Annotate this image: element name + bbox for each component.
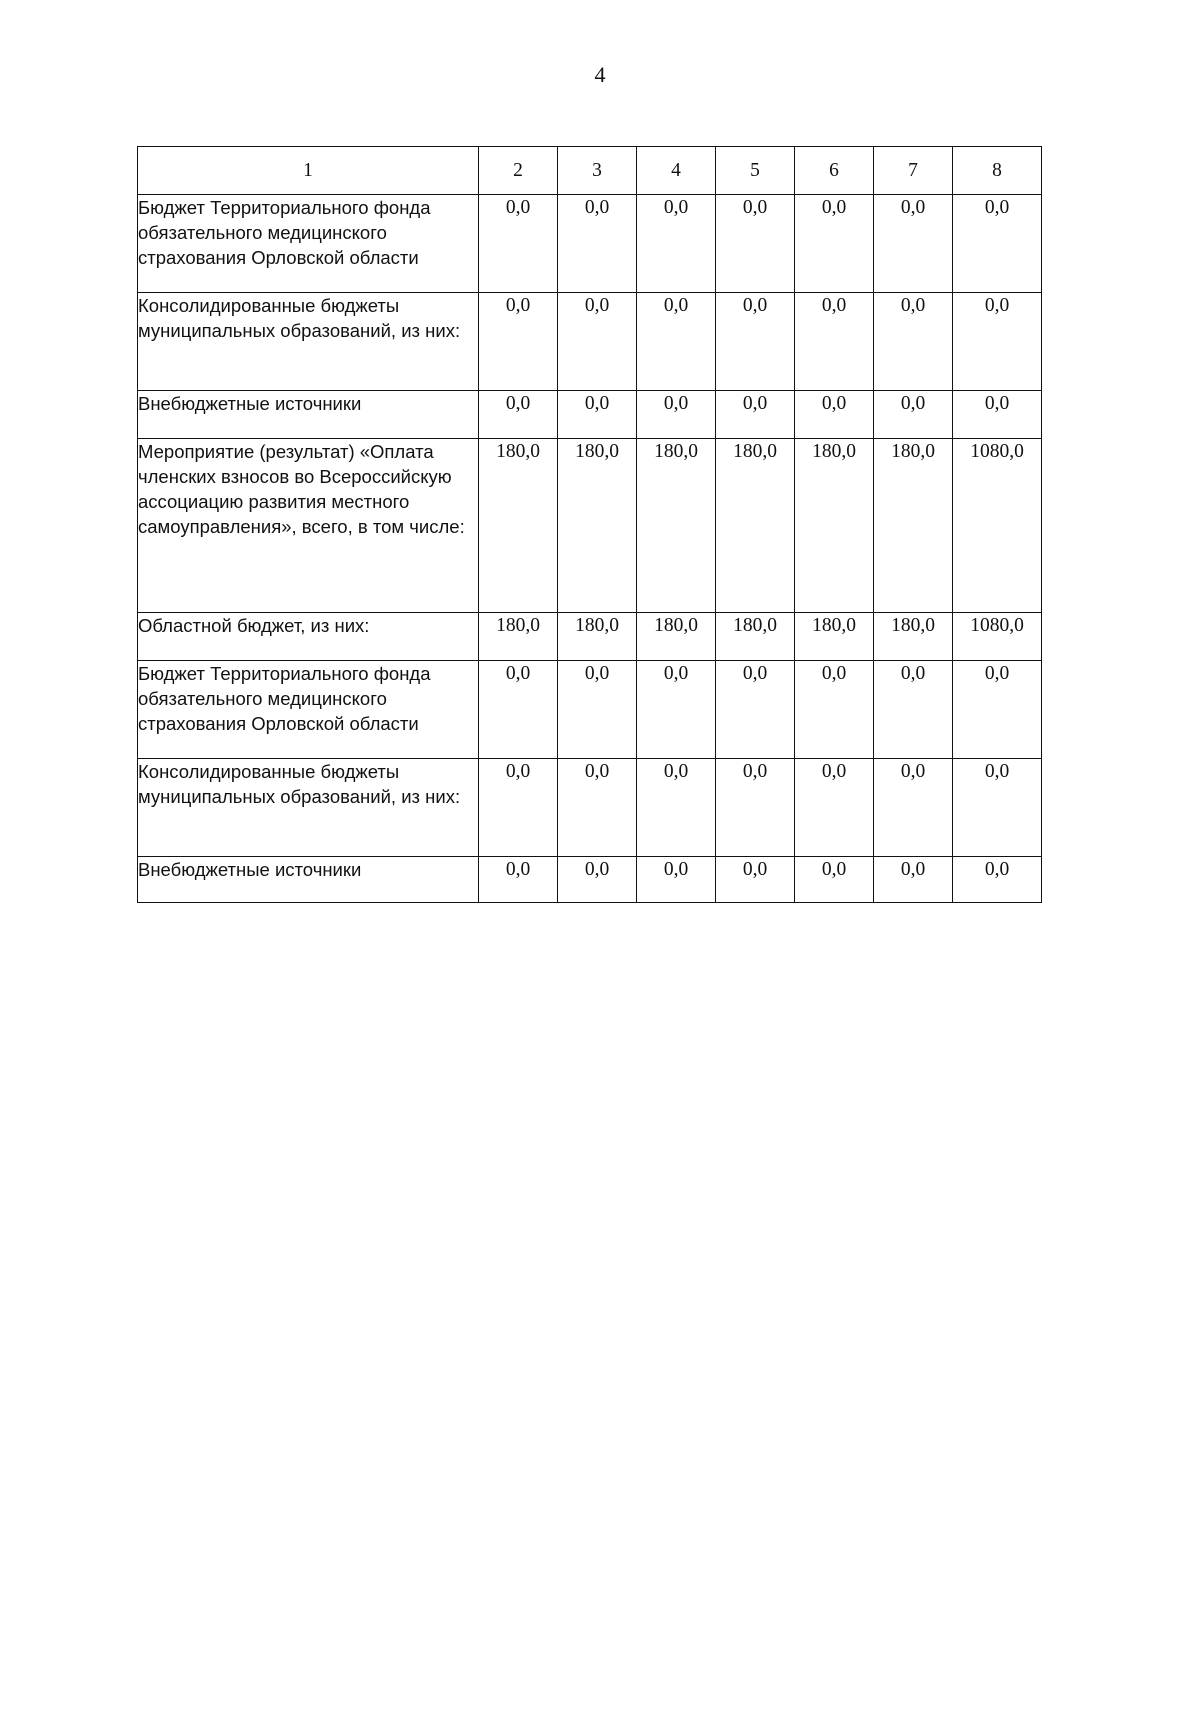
table-cell: 0,0: [953, 661, 1042, 759]
row-label: Бюджет Территориального фонда обязательного медицинского страхования Орловской области: [138, 661, 479, 759]
table-cell: 0,0: [795, 391, 874, 439]
table-cell: 0,0: [479, 293, 558, 391]
table-row: [138, 857, 1042, 903]
table-cell: 0,0: [637, 661, 716, 759]
table-cell: 0,0: [874, 391, 953, 439]
table-cell: 0,0: [874, 857, 953, 903]
budget-table: [137, 146, 1042, 903]
row-label: Бюджет Территориального фонда обязательного медицинского страхования Орловской области: [138, 195, 479, 293]
table-cell: 0,0: [874, 195, 953, 293]
table-cell: 180,0: [558, 439, 637, 613]
table-cell: 0,0: [637, 391, 716, 439]
table-cell: 0,0: [716, 391, 795, 439]
table-cell: 0,0: [716, 857, 795, 903]
column-header: 5: [716, 147, 795, 195]
table-row: [138, 293, 1042, 391]
table-cell: 0,0: [479, 391, 558, 439]
table-cell: 0,0: [795, 293, 874, 391]
table-cell: 0,0: [479, 661, 558, 759]
table-cell: 0,0: [953, 195, 1042, 293]
table-cell: 180,0: [716, 613, 795, 661]
table-cell: 0,0: [716, 759, 795, 857]
row-label: Внебюджетные источники: [138, 391, 479, 439]
column-header: 3: [558, 147, 637, 195]
table-cell: 0,0: [637, 759, 716, 857]
table-cell: 0,0: [558, 759, 637, 857]
table-cell: 180,0: [874, 613, 953, 661]
page-number: 4: [594, 62, 606, 87]
table-cell: 0,0: [795, 759, 874, 857]
row-label: Мероприятие (результат) «Оплата членских взносов во Всероссийскую ассоциацию развития местного самоуправления», всего, в том числе:: [138, 439, 479, 613]
table-cell: 0,0: [795, 857, 874, 903]
table-cell: 0,0: [795, 661, 874, 759]
table-cell: 0,0: [558, 857, 637, 903]
table-row: [138, 613, 1042, 661]
table-cell: 180,0: [637, 439, 716, 613]
table-cell: 0,0: [953, 293, 1042, 391]
table-cell: 0,0: [558, 391, 637, 439]
table-row: [138, 759, 1042, 857]
table-cell: 180,0: [874, 439, 953, 613]
column-header: 8: [953, 147, 1042, 195]
table-cell: 0,0: [637, 195, 716, 293]
table-cell: 0,0: [953, 857, 1042, 903]
table-cell: 180,0: [716, 439, 795, 613]
table-cell: 0,0: [637, 293, 716, 391]
table-header-row: [138, 147, 1042, 195]
table-cell: 180,0: [637, 613, 716, 661]
table-cell: 0,0: [716, 661, 795, 759]
column-header: 6: [795, 147, 874, 195]
table-cell: 0,0: [795, 195, 874, 293]
table-cell: 0,0: [558, 293, 637, 391]
row-label: Областной бюджет, из них:: [138, 613, 479, 661]
table-cell: 0,0: [479, 857, 558, 903]
table-cell: 0,0: [874, 293, 953, 391]
table-row: [138, 439, 1042, 613]
column-header: 1: [138, 147, 479, 195]
table-cell: 180,0: [479, 613, 558, 661]
column-header: 4: [637, 147, 716, 195]
table-cell: 0,0: [479, 759, 558, 857]
table-cell: 0,0: [953, 391, 1042, 439]
table-cell: 0,0: [479, 195, 558, 293]
column-header: 2: [479, 147, 558, 195]
table-cell: 0,0: [558, 195, 637, 293]
row-label: Консолидированные бюджеты муниципальных образований, из них:: [138, 759, 479, 857]
table-cell: 180,0: [795, 613, 874, 661]
table-cell: 1080,0: [953, 613, 1042, 661]
table-cell: 180,0: [479, 439, 558, 613]
table-row: [138, 391, 1042, 439]
table-cell: 180,0: [558, 613, 637, 661]
column-header: 7: [874, 147, 953, 195]
table-cell: 0,0: [637, 857, 716, 903]
table-cell: 0,0: [716, 195, 795, 293]
table-cell: 0,0: [953, 759, 1042, 857]
table-cell: 0,0: [716, 293, 795, 391]
table-cell: 0,0: [558, 661, 637, 759]
table-cell: 0,0: [874, 759, 953, 857]
table-row: [138, 195, 1042, 293]
row-label: Внебюджетные источники: [138, 857, 479, 903]
table-cell: 0,0: [874, 661, 953, 759]
table-cell: 1080,0: [953, 439, 1042, 613]
table-row: [138, 661, 1042, 759]
row-label: Консолидированные бюджеты муниципальных образований, из них:: [138, 293, 479, 391]
table-cell: 180,0: [795, 439, 874, 613]
